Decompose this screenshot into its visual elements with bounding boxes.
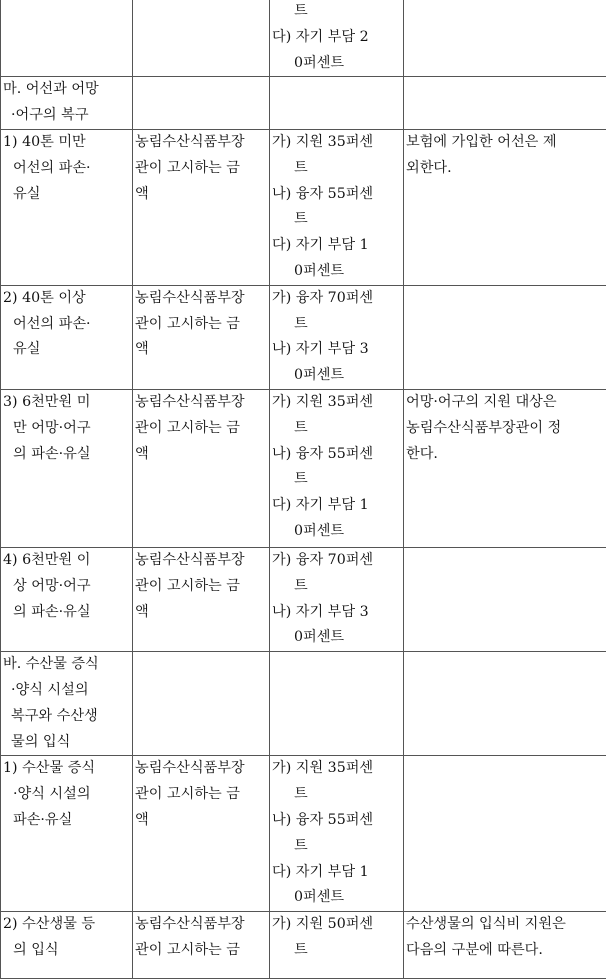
item-cell [1, 912, 133, 979]
ratio-cell [270, 0, 404, 77]
cell-line: 수산생물의 입식비 지원은 [406, 912, 604, 938]
table-row [1, 652, 606, 756]
note-cell [404, 912, 606, 979]
cell-line: 트 [272, 782, 401, 808]
cell-line: 농림수산식품부장 [135, 912, 267, 938]
table-row [1, 389, 606, 547]
cell-line: 0퍼센트 [272, 519, 401, 545]
cell-line: 트 [272, 312, 401, 338]
cell-line: 0퍼센트 [272, 885, 401, 911]
cell-line: 어선의 파손· [3, 156, 130, 182]
item-cell [1, 0, 133, 77]
cell-line: 농림수산식품부장 [135, 130, 267, 156]
item-cell [1, 547, 133, 651]
ratio-cell [270, 389, 404, 547]
cell-line: 어망·어구의 지원 대상은 [406, 390, 604, 416]
cell-line: 4) 6천만원 이 [3, 548, 130, 574]
cell-line: 바. 수산물 증식 [3, 652, 130, 678]
ratio-cell [270, 547, 404, 651]
cell-line: 관이 고시하는 금 [135, 574, 267, 600]
cell-line: 한다. [406, 442, 604, 468]
cell-line: 나) 자기 부담 3 [272, 337, 401, 363]
cell-line: 트 [272, 574, 401, 600]
cell-line: 관이 고시하는 금 [135, 312, 267, 338]
amount-cell [133, 77, 270, 130]
amount-cell [133, 129, 270, 285]
table-row [1, 285, 606, 389]
table-row [1, 756, 606, 912]
cell-line: 농림수산식품부장관이 정 [406, 416, 604, 442]
note-cell [404, 129, 606, 285]
cell-line: 나) 융자 55퍼센 [272, 182, 401, 208]
cell-line: 3) 6천만원 미 [3, 390, 130, 416]
cell-line: 트 [272, 834, 401, 860]
cell-line: 트 [272, 207, 401, 233]
amount-cell [133, 547, 270, 651]
table-row [1, 0, 606, 77]
cell-line: 1) 수산물 증식 [3, 756, 130, 782]
cell-line: 다) 자기 부담 2 [272, 25, 401, 51]
cell-line: 나) 자기 부담 3 [272, 600, 401, 626]
cell-line: 다) 자기 부담 1 [272, 233, 401, 259]
amount-cell [133, 756, 270, 912]
note-cell [404, 756, 606, 912]
cell-line: 어선의 파손· [3, 312, 130, 338]
amount-cell [133, 912, 270, 979]
cell-line: 파손·유실 [3, 808, 130, 834]
cell-line: 1) 40톤 미만 [3, 130, 130, 156]
cell-line: 가) 지원 35퍼센 [272, 390, 401, 416]
cell-line: 유실 [3, 182, 130, 208]
amount-cell [133, 389, 270, 547]
ratio-cell [270, 285, 404, 389]
cell-line: 다) 자기 부담 1 [272, 493, 401, 519]
cell-line: 액 [135, 442, 267, 468]
cell-line: 가) 지원 35퍼센 [272, 756, 401, 782]
note-cell [404, 0, 606, 77]
cell-line: 가) 지원 50퍼센 [272, 912, 401, 938]
cell-line: 관이 고시하는 금 [135, 782, 267, 808]
amount-cell [133, 652, 270, 756]
cell-line: 의 파손·유실 [3, 442, 130, 468]
cell-line: 관이 고시하는 금 [135, 156, 267, 182]
note-cell [404, 389, 606, 547]
item-cell [1, 285, 133, 389]
cell-line: 트 [272, 938, 401, 964]
cell-line: ·양식 시설의 [3, 678, 130, 704]
ratio-cell [270, 652, 404, 756]
cell-line: 0퍼센트 [272, 51, 401, 77]
ratio-cell [270, 756, 404, 912]
item-cell [1, 389, 133, 547]
table-row [1, 912, 606, 979]
ratio-cell [270, 912, 404, 979]
cell-line: 물의 입식 [3, 730, 130, 756]
cell-line: 0퍼센트 [272, 625, 401, 651]
ratio-cell [270, 129, 404, 285]
cell-line: 가) 융자 70퍼센 [272, 286, 401, 312]
cell-line: 0퍼센트 [272, 363, 401, 389]
cell-line: 관이 고시하는 금 [135, 938, 267, 964]
cell-line: 농림수산식품부장 [135, 548, 267, 574]
cell-line: 농림수산식품부장 [135, 390, 267, 416]
cell-line: 관이 고시하는 금 [135, 416, 267, 442]
cell-line: 복구와 수산생 [3, 704, 130, 730]
cell-line: 트 [272, 416, 401, 442]
cell-line: 만 어망·어구 [3, 416, 130, 442]
cell-line: 트 [272, 467, 401, 493]
note-cell [404, 77, 606, 130]
cell-line: 2) 40톤 이상 [3, 286, 130, 312]
note-cell [404, 547, 606, 651]
cell-line: ·양식 시설의 [3, 782, 130, 808]
cell-line: 액 [135, 182, 267, 208]
cell-line: 트 [272, 156, 401, 182]
amount-cell [133, 285, 270, 389]
cell-line: 액 [135, 600, 267, 626]
cell-line: 액 [135, 337, 267, 363]
cell-line: 나) 융자 55퍼센 [272, 808, 401, 834]
note-cell [404, 652, 606, 756]
cell-line: 0퍼센트 [272, 259, 401, 285]
item-cell [1, 77, 133, 130]
cell-line: 의 파손·유실 [3, 600, 130, 626]
cell-line: 의 입식 [3, 938, 130, 964]
cell-line: 가) 융자 70퍼센 [272, 548, 401, 574]
note-cell [404, 285, 606, 389]
cell-line: 액 [135, 808, 267, 834]
cell-line: 농림수산식품부장 [135, 756, 267, 782]
table-row [1, 129, 606, 285]
cell-line: 나) 융자 55퍼센 [272, 442, 401, 468]
cell-line: 2) 수산생물 등 [3, 912, 130, 938]
item-cell [1, 652, 133, 756]
cell-line: 외한다. [406, 156, 604, 182]
cell-line: 다음의 구분에 따른다. [406, 938, 604, 964]
cell-line: ·어구의 복구 [3, 103, 130, 129]
item-cell [1, 129, 133, 285]
amount-cell [133, 0, 270, 77]
cell-line: 농림수산식품부장 [135, 286, 267, 312]
cell-line: 유실 [3, 337, 130, 363]
ratio-cell [270, 77, 404, 130]
table-row [1, 547, 606, 651]
cell-line: 상 어망·어구 [3, 574, 130, 600]
cell-line: 마. 어선과 어망 [3, 77, 130, 103]
cell-line: 트 [272, 0, 401, 25]
table-row [1, 77, 606, 130]
cell-line: 보험에 가입한 어선은 제 [406, 130, 604, 156]
cell-line: 가) 지원 35퍼센 [272, 130, 401, 156]
item-cell [1, 756, 133, 912]
cell-line: 다) 자기 부담 1 [272, 860, 401, 886]
